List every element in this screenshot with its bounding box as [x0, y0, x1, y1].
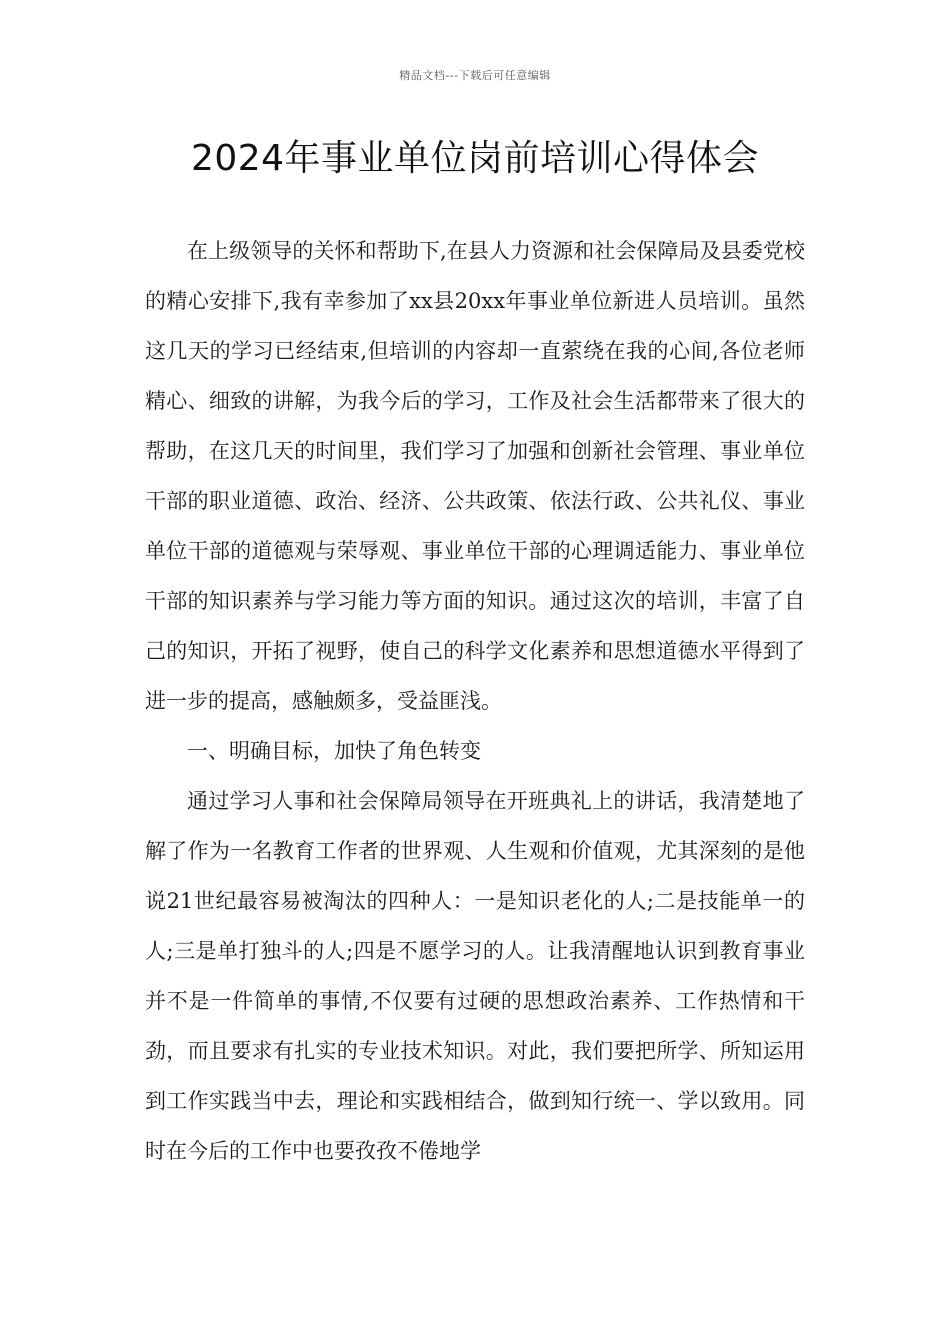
document-body	[145, 226, 805, 1176]
document-title: 2024年事业单位岗前培训心得体会	[190, 138, 760, 179]
section-heading: 一、明确目标，加快了角色转变	[187, 739, 481, 763]
header-note: 精品文档---下载后可任意编辑	[399, 69, 551, 82]
paragraph-section-1: 通过学习人事和社会保障局领导在开班典礼上的讲话，我清楚地了解了作为一名教育工作者的世界观、人生观和价值观，尤其深刻的是他说21世纪最容易被淘汰的四种人：一是知识老化的人;二是技能单一的人;三是单打独斗的人;四是不愿学习的人。让我清醒地认识到教育事业并不是一件简单的事情,不仅要有过硬的思想政治素养、工作热情和干劲，而且要求有扎实的专业技术知识。对此，我们要把所学、所知运用到工作实践当中去，理论和实践相结合，做到知行统一、学以致用。同时在今后的工作中也要孜孜不倦地学	[145, 789, 805, 1163]
paragraph-intro: 在上级领导的关怀和帮助下,在县人力资源和社会保障局及县委党校的精心安排下,我有幸参加了xx县20xx年事业单位新进人员培训。虽然这几天的学习已经结束,但培训的内容却一直萦绕在我的心间,各位老师精心、细致的讲解，为我今后的学习，工作及社会生活都带来了很大的帮助，在这几天的时间里，我们学习了加强和创新社会管理、事业单位干部的职业道德、政治、经济、公共政策、依法行政、公共礼仪、事业单位干部的道德观与荣辱观、事业单位干部的心理调适能力、事业单位干部的知识素养与学习能力等方面的知识。通过这次的培训，丰富了自己的知识，开拓了视野，使自己的科学文化素养和思想道德水平得到了进一步的提高，感触颇多，受益匪浅。	[145, 239, 805, 713]
